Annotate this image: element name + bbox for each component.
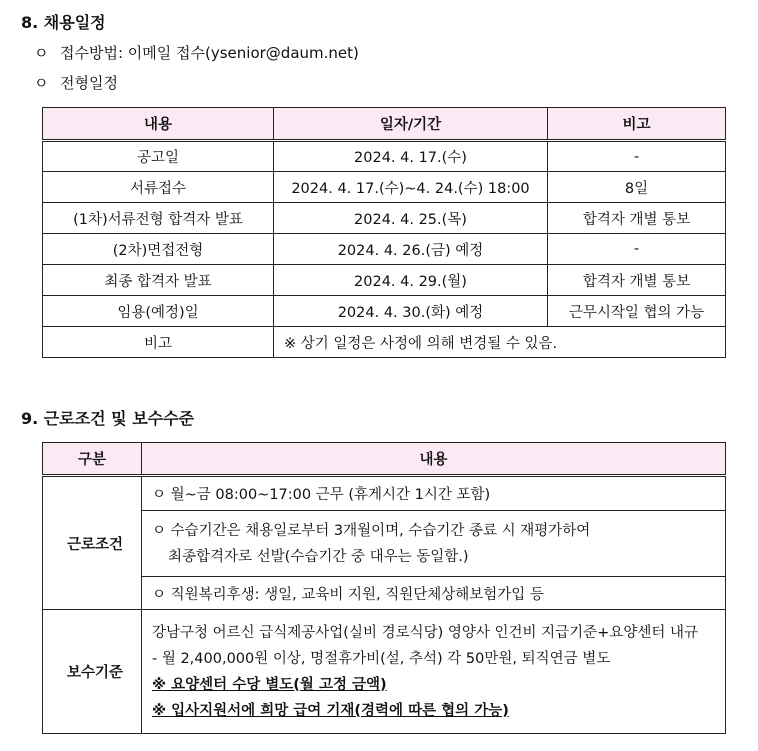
- cell-remark: -: [548, 141, 726, 172]
- schedule-table: [42, 107, 726, 358]
- cell-remark: 합격자 개별 통보: [548, 265, 726, 296]
- category-pay: 보수기준: [43, 610, 142, 734]
- pay-details: [142, 610, 726, 734]
- category-work-conditions: 근로조건: [43, 476, 142, 610]
- cell-date: 2024. 4. 25.(목): [274, 203, 548, 234]
- cell-date: 2024. 4. 17.(수)~4. 24.(수) 18:00: [274, 172, 548, 203]
- pay-line-1: 강남구청 어르신 급식제공사업(실비 경로식당) 영양사 인건비 지급기준+요양센터 내규: [152, 624, 698, 641]
- table-row: [43, 265, 726, 296]
- bullet-mark: ㅇ: [34, 44, 49, 62]
- section-9-title: 9. 근로조건 및 보수수준: [21, 409, 195, 428]
- table-header-row: [43, 108, 726, 141]
- table-row: [43, 234, 726, 265]
- bullet-mark: ㅇ: [34, 74, 49, 92]
- table-row: [43, 203, 726, 234]
- table-row: [43, 172, 726, 203]
- cell-remark: 근무시작일 협의 가능: [548, 296, 726, 327]
- header-content: 내용: [142, 443, 726, 476]
- cell-remark: 8일: [548, 172, 726, 203]
- bullet-schedule: [34, 72, 118, 93]
- table-row: [43, 610, 726, 734]
- cell-date: 2024. 4. 17.(수): [274, 141, 548, 172]
- bullet-apply-method: [34, 42, 359, 63]
- work-conditions-table: [42, 442, 726, 734]
- header-category: 구분: [43, 443, 142, 476]
- cell-date: 2024. 4. 30.(화) 예정: [274, 296, 548, 327]
- pay-line-3: ※ 요양센터 수당 별도(월 고정 금액): [152, 676, 387, 693]
- table-row: [43, 141, 726, 172]
- table-row: [43, 577, 726, 610]
- table-note-row: [43, 327, 726, 358]
- probation-line-1: ㅇ 수습기간은 채용일로부터 3개월이며, 수습기간 종료 시 재평가하여: [152, 522, 591, 539]
- note-label: 비고: [43, 327, 274, 358]
- probation-line-2: 최종합격자로 선발(수습기간 중 대우는 동일함.): [168, 548, 469, 565]
- cell-date: 2024. 4. 29.(월): [274, 265, 548, 296]
- schedule-text: 전형일정: [60, 74, 118, 92]
- work-hours: ㅇ 월~금 08:00~17:00 근무 (휴게시간 1시간 포함): [142, 476, 726, 511]
- cell-content: (1차)서류전형 합격자 발표: [43, 203, 274, 234]
- probation: [142, 511, 726, 577]
- pay-line-2: - 월 2,400,000원 이상, 명절휴가비(설, 추석) 각 50만원, 퇴직연금 별도: [152, 650, 611, 667]
- cell-remark: 합격자 개별 통보: [548, 203, 726, 234]
- table-row: [43, 476, 726, 511]
- cell-content: 임용(예정)일: [43, 296, 274, 327]
- cell-content: 최종 합격자 발표: [43, 265, 274, 296]
- note-text: ※ 상기 일정은 사정에 의해 변경될 수 있음.: [274, 327, 726, 358]
- cell-date: 2024. 4. 26.(금) 예정: [274, 234, 548, 265]
- apply-method-text: 접수방법: 이메일 접수(ysenior@daum.net): [60, 44, 359, 62]
- header-content: 내용: [43, 108, 274, 141]
- cell-content: 서류접수: [43, 172, 274, 203]
- section-8-title: 8. 채용일정: [21, 13, 106, 32]
- welfare: ㅇ 직원복리후생: 생일, 교육비 지원, 직원단체상해보험가입 등: [142, 577, 726, 610]
- pay-line-4: ※ 입사지원서에 희망 급여 기재(경력에 따른 협의 가능): [152, 702, 509, 719]
- header-remark: 비고: [548, 108, 726, 141]
- cell-content: (2차)면접전형: [43, 234, 274, 265]
- cell-content: 공고일: [43, 141, 274, 172]
- header-date: 일자/기간: [274, 108, 548, 141]
- table-row: [43, 296, 726, 327]
- cell-remark: -: [548, 234, 726, 265]
- table-row: [43, 511, 726, 577]
- table-header-row: [43, 443, 726, 476]
